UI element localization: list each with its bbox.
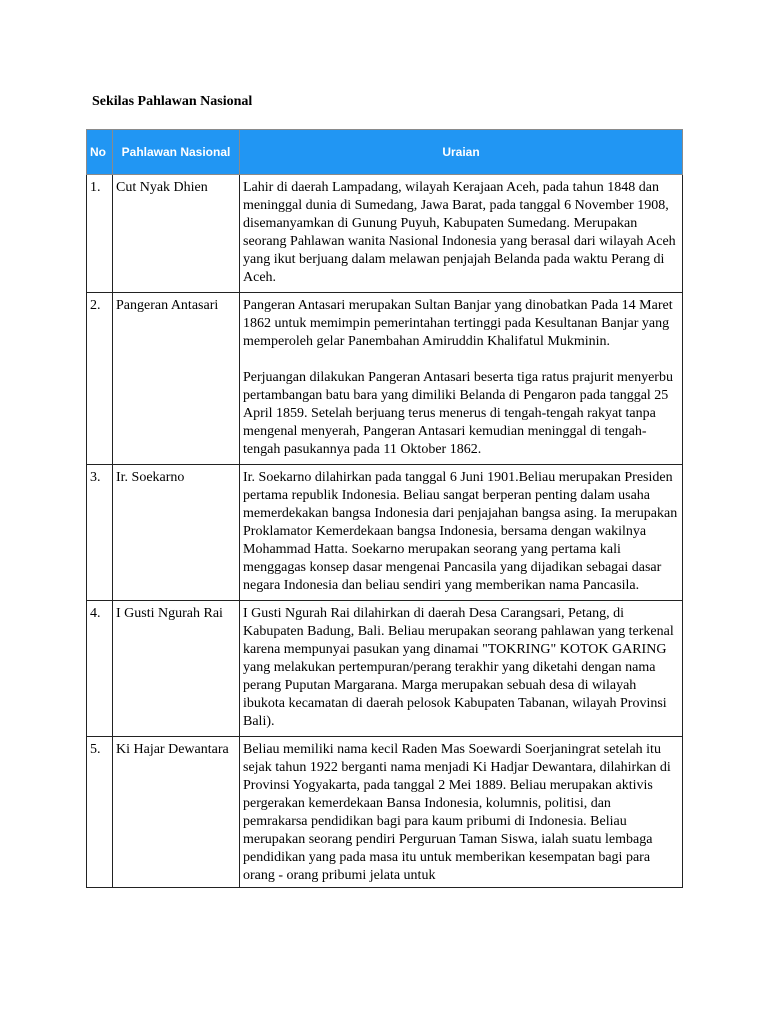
row-number: 4. (87, 601, 113, 737)
paragraph-spacer (243, 351, 678, 369)
header-no: No (87, 130, 113, 175)
hero-description (240, 601, 683, 737)
header-hero-name: Pahlawan Nasional (113, 130, 240, 175)
table-row (87, 465, 683, 601)
description-paragraph: Pangeran Antasari merupakan Sultan Banjar yang dinobatkan Pada 14 Maret 1862 untuk memimpin pemerintahan tertinggi pada Kesultanan Banjar yang memperoleh gelar Panembahan Amiruddin Khalifatul Mukminin. (243, 298, 673, 349)
hero-name: Ir. Soekarno (113, 465, 240, 601)
hero-name: Pangeran Antasari (113, 293, 240, 465)
row-number: 5. (87, 737, 113, 888)
table-header-row (87, 130, 683, 175)
row-number: 1. (87, 175, 113, 293)
hero-name: Cut Nyak Dhien (113, 175, 240, 293)
hero-description (240, 175, 683, 293)
table-row (87, 293, 683, 465)
heroes-table (86, 129, 683, 888)
description-paragraph: Ir. Soekarno dilahirkan pada tanggal 6 Juni 1901.Beliau merupakan Presiden pertama republik Indonesia. Beliau sangat berperan penting dalam usaha memerdekakan bangsa Indonesia dari penjajahan bangsa asing. Ia merupakan Proklamator Kemerdekaan bangsa Indonesia, bersama dengan wakilnya Mohammad Hatta. Soekarno merupakan seorang yang pertama kali menggagas konsep dasar mengenai Pancasila yang dijadikan sebagai dasar negara Indonesia dan beliau sendiri yang memberikan nama Pancasila. (243, 470, 678, 593)
table-row (87, 737, 683, 888)
description-paragraph: Lahir di daerah Lampadang, wilayah Kerajaan Aceh, pada tahun 1848 dan meninggal dunia di Sumedang, Jawa Barat, pada tanggal 6 November 1908, disemanyamkan di Gunung Puyuh, Kabupaten Sumedang. Merupakan seorang Pahlawan wanita Nasional Indonesia yang berasal dari wilayah Aceh yang ikut berjuang dalam melawan penjajah Belanda pada waktu Perang di Aceh. (243, 180, 676, 285)
row-number: 2. (87, 293, 113, 465)
page-title: Sekilas Pahlawan Nasional (92, 94, 253, 109)
hero-description (240, 737, 683, 888)
hero-name: Ki Hajar Dewantara (113, 737, 240, 888)
hero-name: I Gusti Ngurah Rai (113, 601, 240, 737)
hero-description (240, 465, 683, 601)
hero-description (240, 293, 683, 465)
table-row (87, 175, 683, 293)
table-row (87, 601, 683, 737)
description-paragraph: I Gusti Ngurah Rai dilahirkan di daerah Desa Carangsari, Petang, di Kabupaten Badung, Bali. Beliau merupakan seorang pahlawan yang terkenal karena mempunyai pasukan yang dinamai "TOKRING" KOTOK GARING yang melakukan pertempuran/perang terakhir yang diketahi dengan nama perang Puputan Margarana. Marga merupakan sebuah desa di wilayah ibukota kecamatan di daerah pelosok Kabupaten Tabanan, wilayah Provinsi Bali). (243, 606, 674, 729)
header-description: Uraian (240, 130, 683, 175)
description-paragraph: Beliau memiliki nama kecil Raden Mas Soewardi Soerjaningrat setelah itu sejak tahun 1922 berganti nama menjadi Ki Hadjar Dewantara, dilahirkan di Provinsi Yogyakarta, pada tanggal 2 Mei 1889. Beliau merupakan aktivis pergerakan kemerdekaan Bansa Indonesia, kolumnis, politisi, dan pemrakarsa pendidikan bagi para kaum pribumi di Indonesia. Beliau merupakan seorang pendiri Perguruan Taman Siswa, ialah suatu lembaga pendidikan yang pada masa itu untuk memberikan kesempatan bagi para orang - orang pribumi jelata untuk (243, 742, 671, 883)
row-number: 3. (87, 465, 113, 601)
description-paragraph: Perjuangan dilakukan Pangeran Antasari beserta tiga ratus prajurit menyerbu pertambangan batu bara yang dimiliki Belanda di Pengaron pada tanggal 25 April 1859. Setelah berjuang terus menerus di tengah-tengah rakyat tanpa mengenal menyerah, Pangeran Antasari kemudian meninggal di tengah-tengah pasukannya pada 11 Oktober 1862. (243, 370, 673, 457)
